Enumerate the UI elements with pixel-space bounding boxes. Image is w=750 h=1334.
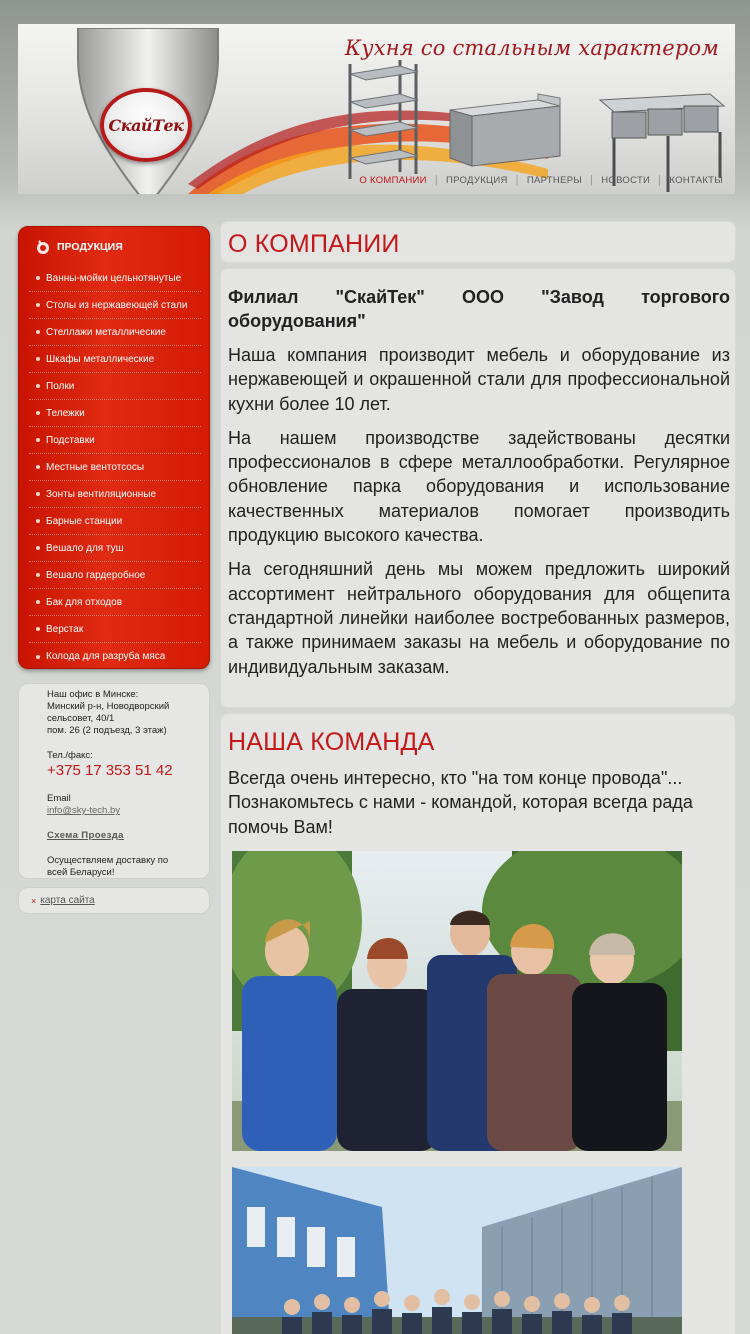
- logo-text: СкайТек: [108, 115, 184, 135]
- phone-number[interactable]: +375 17 353 51 42: [47, 762, 173, 779]
- delivery-line: всей Беларуси!: [47, 867, 115, 878]
- route-map-link[interactable]: Схема Проезда: [47, 830, 124, 841]
- nav-contacts[interactable]: КОНТАКТЫ: [669, 174, 723, 186]
- bullet-icon: [36, 655, 40, 659]
- nav-news[interactable]: НОВОСТИ: [601, 174, 651, 186]
- bullet-icon: [36, 492, 40, 496]
- nav-separator: |: [434, 174, 438, 186]
- office-address: [47, 689, 207, 737]
- menu-item-racks[interactable]: [29, 319, 201, 346]
- menu-item-label: Верстак: [46, 623, 84, 635]
- products-menu-title: ПРОДУКЦИЯ: [57, 241, 123, 253]
- bullet-icon: [36, 330, 40, 334]
- menu-item-label: Ванны-мойки цельнотянутые: [46, 272, 182, 284]
- menu-item-label: Стеллажи металлические: [46, 326, 166, 338]
- menu-item-hoods[interactable]: [29, 481, 201, 508]
- menu-item-workbench[interactable]: [29, 616, 201, 643]
- menu-item-label: Барные станции: [46, 515, 123, 527]
- menu-item-label: Колода для разруба мяса: [46, 651, 166, 662]
- company-name: Филиал "СкайТек" ООО "Завод торгового оборудования": [228, 287, 730, 331]
- phone-block: [47, 750, 207, 780]
- bullet-icon: [36, 573, 40, 577]
- about-paragraph: На сегодняшний день мы можем предложить широкий ассортимент нейтрального оборудования для общепита стандартной линейки наиболее востребованных размеров, а также принимаем заказы на мебель и оборудование по индивидуальным заказам.: [228, 559, 730, 677]
- delivery-line: Осуществляем доставку по: [47, 855, 169, 866]
- main-nav: [351, 174, 731, 186]
- bullet-icon: [36, 627, 40, 631]
- bullet-icon: [36, 276, 40, 280]
- menu-item-label: Тележки: [46, 407, 85, 419]
- menu-item-label: Зонты вентиляционные: [46, 488, 157, 500]
- menu-item-sinks[interactable]: [29, 265, 201, 292]
- menu-item-label: Полки: [46, 380, 75, 392]
- team-photo: [232, 851, 682, 1151]
- nav-separator: |: [590, 174, 594, 186]
- menu-item-wardrobe-hangers[interactable]: [29, 562, 201, 589]
- menu-item-trolleys[interactable]: [29, 400, 201, 427]
- address-line: Минский р-н, Новодворский: [47, 701, 170, 712]
- email-block: [47, 793, 207, 817]
- products-menu-icon: [35, 239, 51, 255]
- menu-item-label: Шкафы металлические: [46, 353, 155, 365]
- contact-box: [18, 683, 210, 879]
- menu-item-label: Вешало для туш: [46, 542, 124, 554]
- sitemap-box: [18, 887, 210, 914]
- sitemap-link[interactable]: карта сайта: [40, 895, 95, 906]
- menu-item-label: Подставки: [46, 434, 95, 446]
- sitemap-bullet-icon: ×: [31, 895, 37, 906]
- menu-item-label: Вешало гардеробное: [46, 569, 146, 581]
- nav-products[interactable]: ПРОДУКЦИЯ: [445, 174, 508, 186]
- menu-item-bar-stations[interactable]: [29, 508, 201, 535]
- team-panel: [220, 713, 736, 1334]
- team-heading: НАША КОМАНДА: [228, 728, 435, 756]
- about-title-panel: [220, 221, 736, 263]
- bullet-icon: [36, 357, 40, 361]
- about-paragraph: Наша компания производит мебель и оборудование из нержавеющей и окрашенной стали для профессиональной кухни более 10 лет.: [228, 345, 730, 414]
- email-label: Email: [47, 793, 71, 804]
- team-intro: Всегда очень интересно, кто "на том конце провода"... Познакомьтесь с нами - командой, которая всегда рада помочь Вам!: [228, 768, 693, 837]
- header-banner: [18, 24, 735, 194]
- delivery-note: [47, 855, 207, 879]
- menu-item-tables[interactable]: [29, 292, 201, 319]
- email-link[interactable]: info@sky-tech.by: [47, 805, 121, 816]
- menu-item-label: Столы из нержавеющей стали: [46, 299, 188, 311]
- nav-separator: |: [658, 174, 662, 186]
- products-menu-list: [29, 265, 201, 670]
- menu-item-extractors[interactable]: [29, 454, 201, 481]
- phone-label: Тел./факс:: [47, 750, 93, 761]
- menu-item-stands[interactable]: [29, 427, 201, 454]
- nav-about[interactable]: О КОМПАНИИ: [359, 174, 427, 186]
- menu-item-shelves[interactable]: [29, 373, 201, 400]
- about-paragraph: На нашем производстве задействованы десятки профессионалов в сфере металлообработки. Регулярное обновление парка оборудования и использование качественных материалов помогает производить продукцию высокого качества.: [228, 427, 730, 546]
- about-panel: [220, 268, 736, 708]
- bullet-icon: [36, 438, 40, 442]
- menu-item-cabinets[interactable]: [29, 346, 201, 373]
- company-logo[interactable]: [100, 88, 192, 162]
- route-block: [47, 830, 207, 842]
- header-products-illustration: [338, 54, 728, 194]
- page-title: О КОМПАНИИ: [228, 230, 400, 258]
- menu-item-label: Бак для отходов: [46, 596, 123, 608]
- bullet-icon: [36, 600, 40, 604]
- menu-item-carcass-hangers[interactable]: [29, 535, 201, 562]
- menu-item-label: Местные вентотсосы: [46, 461, 145, 473]
- menu-item-chopping-block[interactable]: [29, 643, 201, 670]
- bullet-icon: [36, 519, 40, 523]
- office-title: Наш офис в Минске:: [47, 689, 139, 700]
- bullet-icon: [36, 411, 40, 415]
- products-menu: [18, 226, 210, 669]
- nav-separator: |: [515, 174, 519, 186]
- team-photo-factory: [232, 1167, 682, 1334]
- nav-partners[interactable]: ПАРТНЕРЫ: [526, 174, 583, 186]
- address-line: сельсовет, 40/1: [47, 713, 115, 724]
- header-slogan: Кухня со стальным характером: [344, 36, 719, 60]
- bullet-icon: [36, 546, 40, 550]
- bullet-icon: [36, 384, 40, 388]
- bullet-icon: [36, 465, 40, 469]
- bullet-icon: [36, 303, 40, 307]
- menu-item-waste-bin[interactable]: [29, 589, 201, 616]
- products-menu-header[interactable]: [35, 239, 123, 255]
- address-line: пом. 26 (2 подъезд, 3 этаж): [47, 725, 167, 736]
